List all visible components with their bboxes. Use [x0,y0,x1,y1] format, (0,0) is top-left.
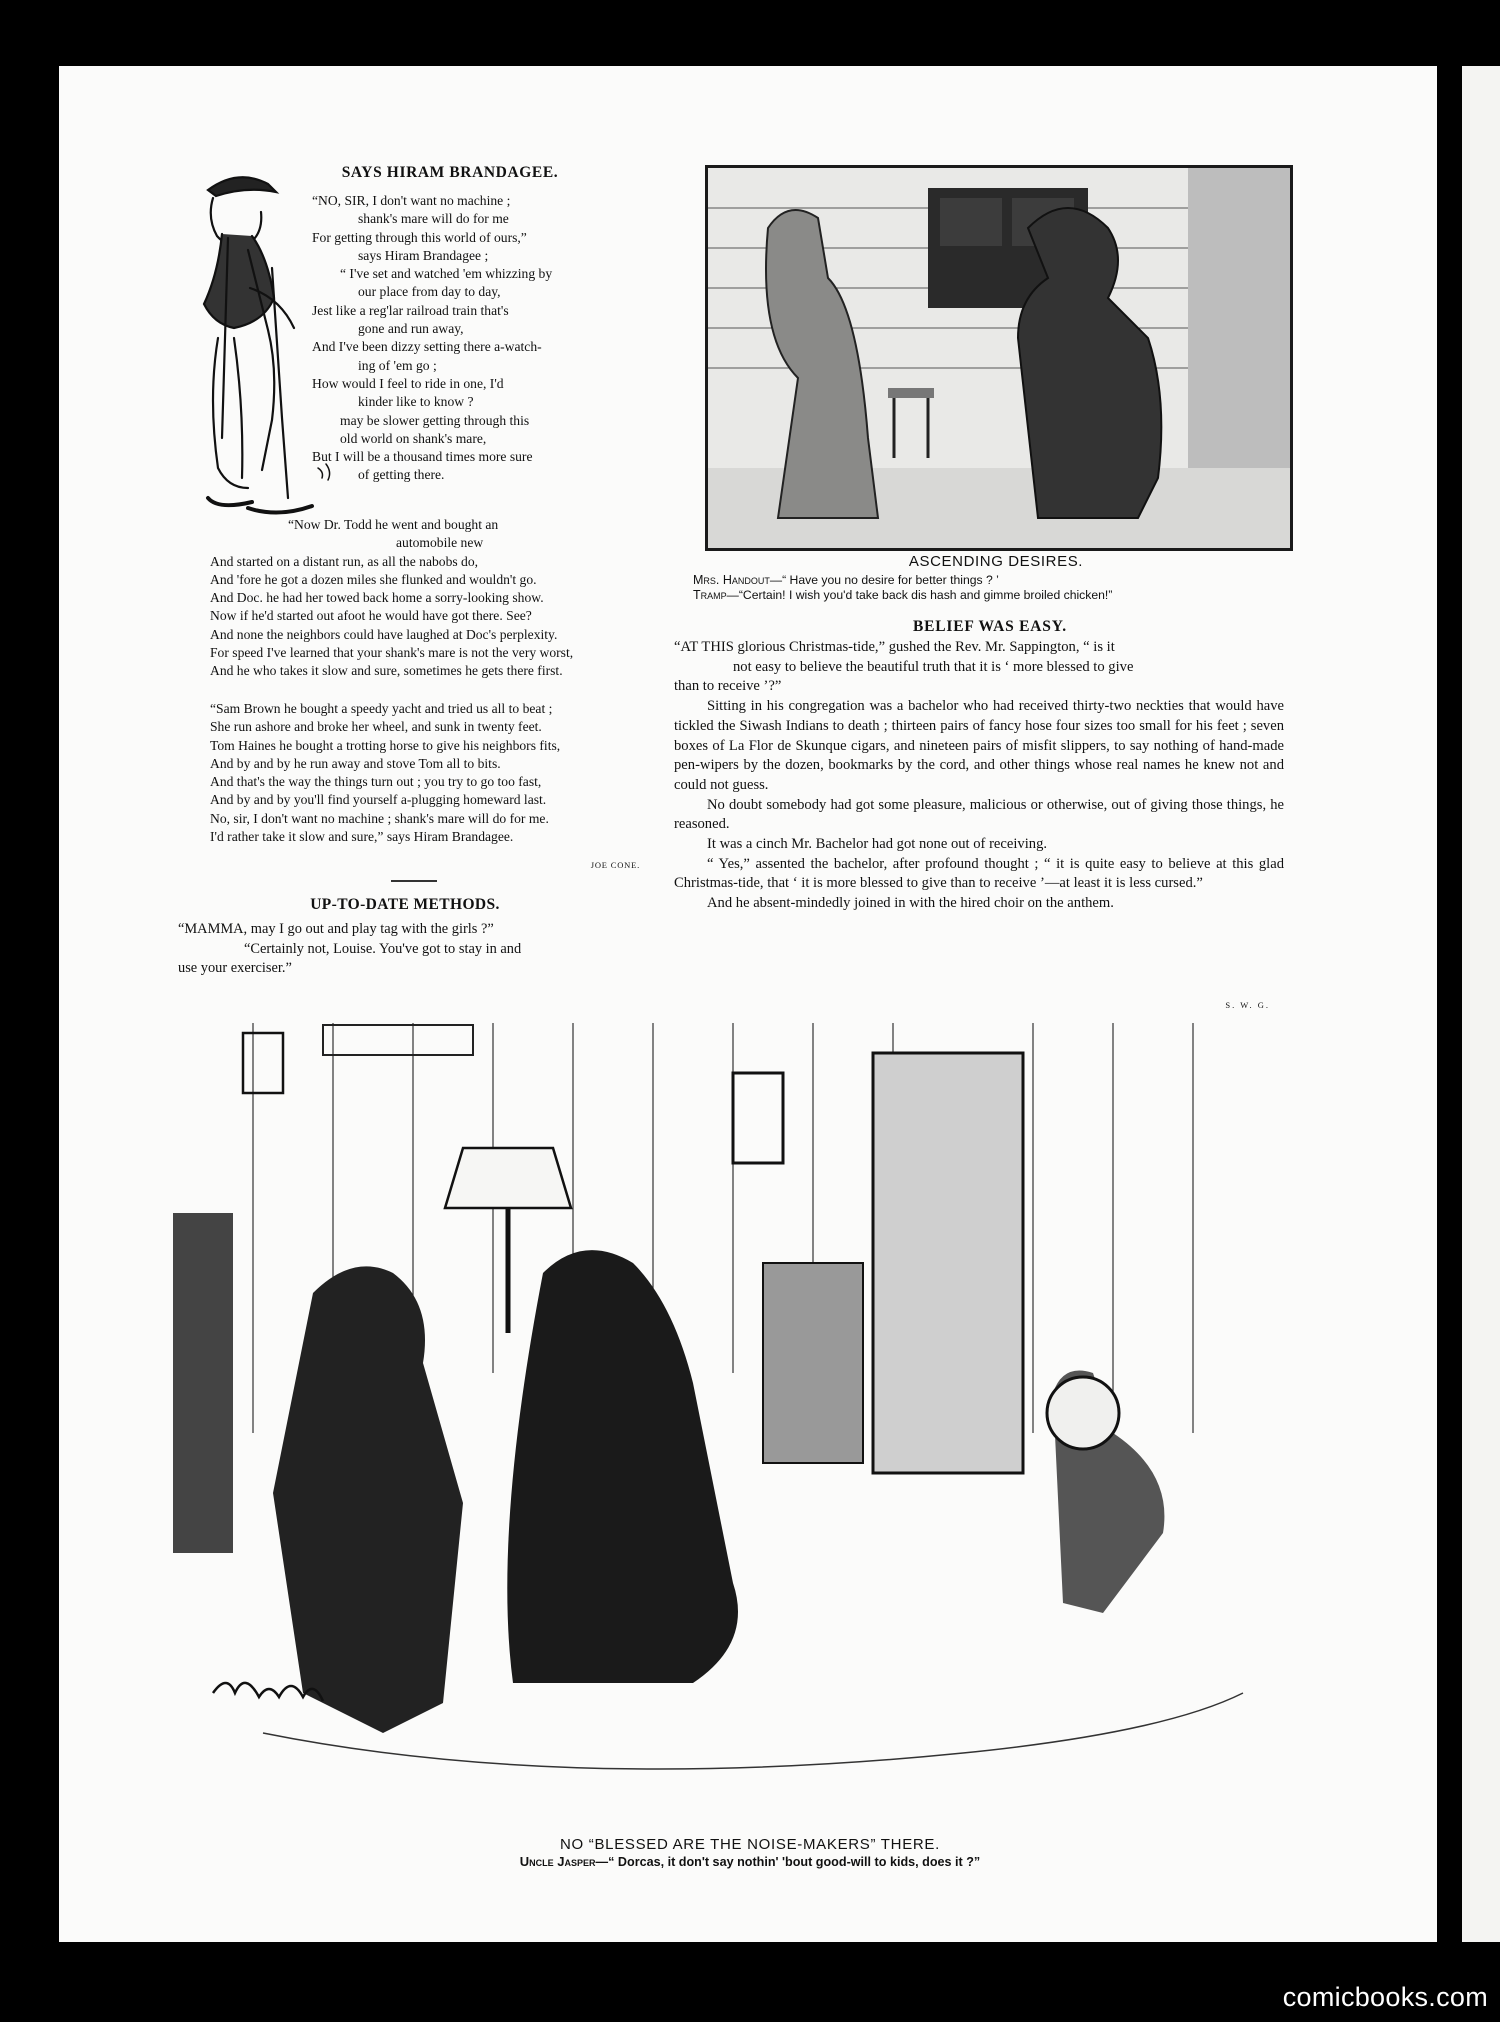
poem-line: “NO, SIR, I don't want no machine ; [312,193,511,208]
joke-line: “Certainly not, Louise. You've got to stay in and [244,940,522,957]
joke-line: use your exerciser.” [178,960,292,977]
poem-line: of getting there. [358,467,445,483]
ascending-desires-dialogue [693,573,1303,603]
poem-line: Now if he'd started out afoot he would have got there. See? [210,608,532,624]
dialogue-line [693,588,1303,603]
poem-line: And I've been dizzy setting there a-watch- [312,339,542,355]
belief-was-easy-title: BELIEF WAS EASY. [913,618,1067,635]
poem-line: “ I've set and watched 'em whizzing by [340,266,553,282]
poem-line: And 'fore he got a dozen miles she flunked and wouldn't go. [210,571,537,587]
noise-makers-caption-title: NO “BLESSED ARE THE NOISE-MAKERS” THERE. [559,1836,941,1853]
poem-line: And by and by you'll find yourself a-plugging homeward last. [210,792,547,808]
ascending-desires-caption-title: ASCENDING DESIRES. [908,553,1084,570]
story-paragraph: It was a cinch Mr. Bachelor had got none out of receiving. [707,836,1048,853]
poem-line: No, sir, I don't want no machine ; shank's mare will do for me. [210,810,549,826]
hiram-poem-title: SAYS HIRAM BRANDAGEE. [341,164,559,181]
section-divider [391,880,437,882]
dialogue-text: —“Certain! I wish you'd take back dis hash and gimme broiled chicken!” [726,588,1113,602]
belief-was-easy-body [674,638,1284,914]
poem-line: And by and by he run away and stove Tom all to bits. [210,755,501,771]
story-paragraph: Sitting in his congregation was a bachelor who had received thirty-two neckties that would have tickled the Siwash Indians to death ; thirteen pairs of fancy hose four sizes too small for his feet ; seven boxes of La Flor de Skunque cigars, and nineteen pairs of misfit slippers, to say nothing of hand-made pen-wipers by the dozen, bookmarks by the cord, and other things whose real names he knew not and could not guess. [674,698,1284,793]
dialogue-text: —“ Have you no desire for better things ? ’ [769,573,999,587]
poem-line: And started on a distant run, as all the nabobs do, [210,553,479,569]
joke-line: “MAMMA, may I go out and play tag with the girls ?” [178,921,494,937]
poem-line: our place from day to day, [358,284,501,300]
speaker-name: Mrs. Handout [693,573,770,587]
poem-line: She run ashore and broke her wheel, and sunk in twenty feet. [210,719,542,735]
story-line: “AT THIS glorious Christmas-tide,” gushed the Rev. Mr. Sappington, “ is it [674,639,1115,655]
poem-line: And he who takes it slow and sure, sometimes he gets there first. [210,663,563,679]
poem-line: For getting through this world of ours,” [312,229,527,245]
poem-line: old world on shank's mare, [340,430,487,446]
story-paragraph: And he absent-mindedly joined in with the hired choir on the anthem. [707,895,1114,912]
hiram-poem-stanza-3 [210,700,650,846]
story-paragraph: No doubt somebody had got some pleasure, malicious or otherwise, out of giving those things, he reasoned. [674,796,1284,833]
poem-line: ing of 'em go ; [358,357,437,373]
poem-line: kinder like to know ? [358,394,474,410]
story-paragraph: “ Yes,” assented the bachelor, after profound thought ; “ it is quite easy to believe at this glad Christmas-tide, that ‘ it is more blessed to give than to receive ’—at least it is less cursed.” [674,855,1284,892]
poem-line: may be slower getting through this [340,412,530,428]
ascending-desires-illustration [705,165,1293,551]
belief-byline: S. W. G. [1225,1000,1270,1010]
poem-line: gone and run away, [358,321,464,337]
dialogue-text: —“ Dorcas, it don't say nothin' 'bout good-will to kids, does it ?” [595,1855,981,1869]
poem-line: How would I feel to ride in one, I'd [312,375,504,391]
up-to-date-methods-title: UP-TO-DATE METHODS. [310,896,500,913]
poem-line: Jest like a reg'lar railroad train that's [312,302,509,318]
speaker-name: Uncle Jasper [519,1854,596,1869]
poem-line: Tom Haines he bought a trotting horse to give his neighbors fits, [210,737,561,753]
dialogue-line [693,573,1303,588]
site-watermark: comicbooks.com [1282,1982,1488,2012]
speaker-name: Tramp [693,588,727,602]
hiram-poem-stanza-1 [312,192,650,485]
hiram-poem-stanza-2 [210,516,650,681]
poem-line: But I will be a thousand times more sure [312,449,533,465]
poem-line: And none the neighbors could have laughed at Doc's perplexity. [210,626,558,642]
hiram-poem-byline: JOE CONE. [590,860,640,870]
story-line: than to receive ’?” [674,678,782,695]
adjacent-page-edge [1462,66,1500,1942]
story-line: not easy to believe the beautiful truth that it is ‘ more blessed to give [733,658,1134,675]
up-to-date-methods-body [178,920,648,979]
poem-line: And Doc. he had her towed back home a sorry-looking show. [210,590,544,606]
poem-line: I'd rather take it slow and sure,” says Hiram Brandagee. [210,829,514,845]
noise-makers-dialogue [320,1854,1180,1869]
poem-line: For speed I've learned that your shank's mare is not the very worst, [210,645,574,661]
poem-line: “Sam Brown he bought a speedy yacht and tried us all to beat ; [210,701,553,716]
noise-makers-illustration [173,1013,1265,1813]
poem-line: And that's the way the things turn out ; you try to go too fast, [210,774,542,790]
poem-line: says Hiram Brandagee ; [358,247,489,263]
story-paragraph [674,638,1284,697]
poem-line: shank's mare will do for me [358,211,509,227]
poem-line: “Now Dr. Todd he went and bought an [288,517,499,532]
poem-line: automobile new [396,535,484,551]
